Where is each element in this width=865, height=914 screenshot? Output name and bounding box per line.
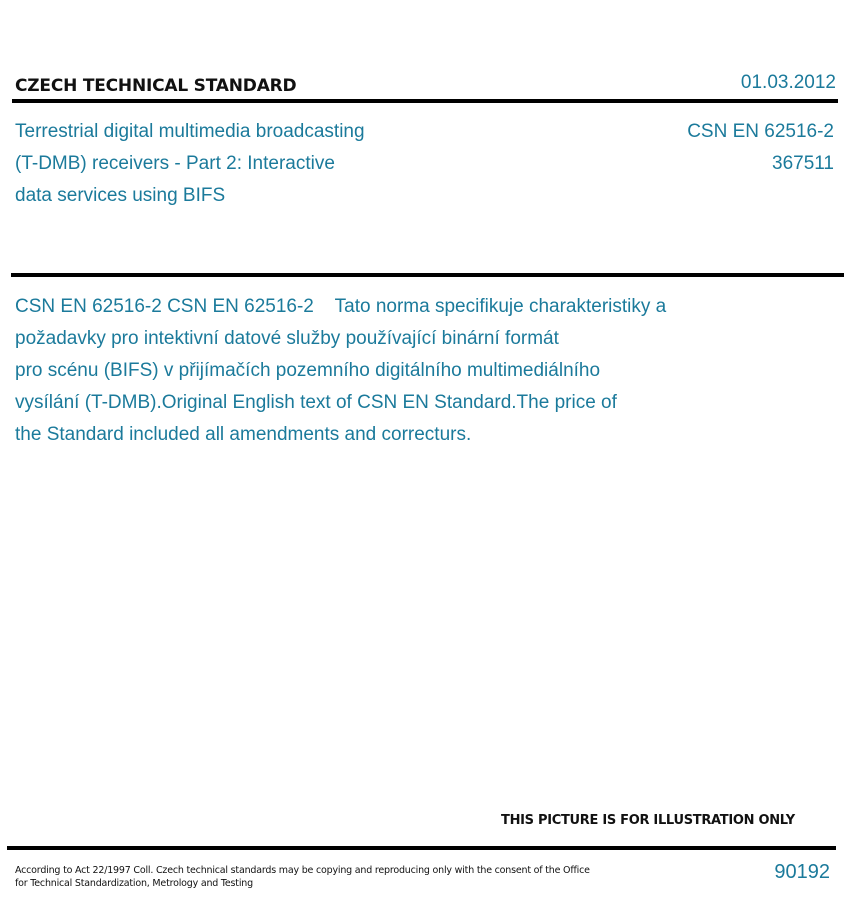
standard-title-line: Terrestrial digital multimedia broadcasting bbox=[15, 121, 365, 142]
legal-notice-line: According to Act 22/1997 Coll. Czech technical standards may be copying and reproducing only with the consent of the Office bbox=[15, 865, 590, 876]
section-divider bbox=[11, 273, 844, 277]
standard-code: CSN EN 62516-2 bbox=[687, 121, 834, 142]
standard-identifiers bbox=[687, 116, 834, 180]
standard-title-line: data services using BIFS bbox=[15, 185, 226, 206]
legal-notice bbox=[15, 864, 615, 890]
standard-title bbox=[15, 116, 455, 212]
footer-divider bbox=[7, 846, 836, 850]
description-line: vysílání (T-DMB).Original English text of CSN EN Standard.The price of bbox=[15, 392, 617, 413]
legal-notice-line: for Technical Standardization, Metrology and Testing bbox=[15, 878, 253, 889]
catalog-number: 367511 bbox=[772, 153, 834, 174]
description-line: CSN EN 62516-2 CSN EN 62516-2 Tato norma specifikuje charakteristiky a bbox=[15, 296, 667, 317]
header-divider bbox=[12, 99, 838, 103]
publication-date: 01.03.2012 bbox=[740, 72, 836, 93]
document-heading: CZECH TECHNICAL STANDARD bbox=[15, 76, 297, 96]
standard-description bbox=[15, 291, 775, 451]
description-line: požadavky pro intektivní datové služby používající binární formát bbox=[15, 328, 559, 349]
description-line: pro scénu (BIFS) v přijímačích pozemního digitálního multimediálního bbox=[15, 360, 601, 381]
standard-title-line: (T-DMB) receivers - Part 2: Interactive bbox=[15, 153, 335, 174]
description-line: the Standard included all amendments and correcturs. bbox=[15, 424, 472, 445]
illustration-disclaimer: THIS PICTURE IS FOR ILLUSTRATION ONLY bbox=[501, 813, 795, 828]
document-number: 90192 bbox=[774, 861, 830, 883]
